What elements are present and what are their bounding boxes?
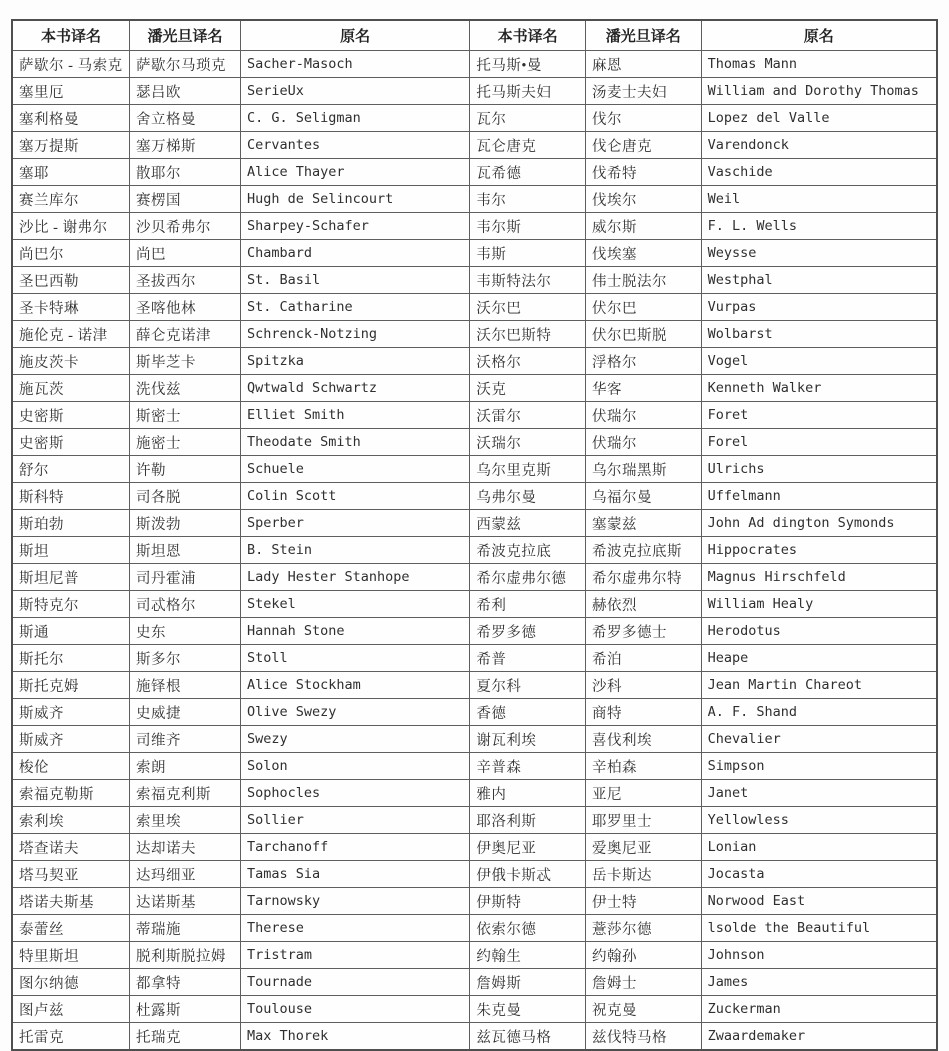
header-pan-guangdan-translation-right: 潘光旦译名 xyxy=(585,20,701,51)
chinese-name-cell: 托雷克 xyxy=(12,1023,129,1051)
chinese-name-cell: 塞万梯斯 xyxy=(129,132,240,159)
chinese-name-cell: 图尔纳德 xyxy=(12,969,129,996)
original-name-cell: Alice Thayer xyxy=(240,159,469,186)
original-name-cell: Janet xyxy=(701,780,937,807)
original-name-cell: James xyxy=(701,969,937,996)
table-row xyxy=(12,294,937,321)
chinese-name-cell: 耶罗里士 xyxy=(585,807,701,834)
chinese-name-cell: 岳卡斯达 xyxy=(585,861,701,888)
chinese-name-cell: 舒尔 xyxy=(12,456,129,483)
chinese-name-cell: 都拿特 xyxy=(129,969,240,996)
chinese-name-cell: 瓦仑唐克 xyxy=(470,132,586,159)
chinese-name-cell: 乌弗尔曼 xyxy=(470,483,586,510)
chinese-name-cell: 威尔斯 xyxy=(585,213,701,240)
chinese-name-cell: 詹姆士 xyxy=(585,969,701,996)
chinese-name-cell: 沃雷尔 xyxy=(470,402,586,429)
table-header xyxy=(12,20,937,51)
chinese-name-cell: 施密士 xyxy=(129,429,240,456)
chinese-name-cell: 希罗多德 xyxy=(470,618,586,645)
chinese-name-cell: 夏尔科 xyxy=(470,672,586,699)
chinese-name-cell: 伐埃尔 xyxy=(585,186,701,213)
original-name-cell: Therese xyxy=(240,915,469,942)
chinese-name-cell: 尚巴尔 xyxy=(12,240,129,267)
original-name-cell: Vurpas xyxy=(701,294,937,321)
original-name-cell: Hippocrates xyxy=(701,537,937,564)
table-row xyxy=(12,105,937,132)
original-name-cell: Sacher-Masoch xyxy=(240,51,469,78)
original-name-cell: Solon xyxy=(240,753,469,780)
chinese-name-cell: 伐尔 xyxy=(585,105,701,132)
chinese-name-cell: 司维齐 xyxy=(129,726,240,753)
table-row xyxy=(12,834,937,861)
chinese-name-cell: 施皮茨卡 xyxy=(12,348,129,375)
table-row xyxy=(12,429,937,456)
chinese-name-cell: 希波克拉底 xyxy=(470,537,586,564)
original-name-cell: Wolbarst xyxy=(701,321,937,348)
chinese-name-cell: 达玛细亚 xyxy=(129,861,240,888)
original-name-cell: Weysse xyxy=(701,240,937,267)
original-name-cell: Johnson xyxy=(701,942,937,969)
header-row xyxy=(12,20,937,51)
chinese-name-cell: 泰蕾丝 xyxy=(12,915,129,942)
chinese-name-cell: 薛仑克诺津 xyxy=(129,321,240,348)
table-row xyxy=(12,51,937,78)
table-row xyxy=(12,618,937,645)
header-book-translation-left: 本书译名 xyxy=(12,20,129,51)
chinese-name-cell: 伊俄卡斯忒 xyxy=(470,861,586,888)
chinese-name-cell: 梭伦 xyxy=(12,753,129,780)
table-row xyxy=(12,267,937,294)
chinese-name-cell: 约翰生 xyxy=(470,942,586,969)
table-row xyxy=(12,321,937,348)
chinese-name-cell: 沙比 - 谢弗尔 xyxy=(12,213,129,240)
chinese-name-cell: 达却诺夫 xyxy=(129,834,240,861)
chinese-name-cell: 希泊 xyxy=(585,645,701,672)
chinese-name-cell: 斯托尔 xyxy=(12,645,129,672)
chinese-name-cell: 伊士特 xyxy=(585,888,701,915)
chinese-name-cell: 脱利斯脱拉姆 xyxy=(129,942,240,969)
chinese-name-cell: 伏尔巴 xyxy=(585,294,701,321)
original-name-cell: Chevalier xyxy=(701,726,937,753)
chinese-name-cell: 韦斯 xyxy=(470,240,586,267)
chinese-name-cell: 伏瑞尔 xyxy=(585,429,701,456)
original-name-cell: Jean Martin Chareot xyxy=(701,672,937,699)
original-name-cell: Toulouse xyxy=(240,996,469,1023)
chinese-name-cell: 索里埃 xyxy=(129,807,240,834)
original-name-cell: Vogel xyxy=(701,348,937,375)
chinese-name-cell: 兹伐特马格 xyxy=(585,1023,701,1051)
original-name-cell: Max Thorek xyxy=(240,1023,469,1051)
chinese-name-cell: 希尔虚弗尔特 xyxy=(585,564,701,591)
chinese-name-cell: 索福克勒斯 xyxy=(12,780,129,807)
chinese-name-cell: 圣拔西尔 xyxy=(129,267,240,294)
original-name-cell: St. Catharine xyxy=(240,294,469,321)
chinese-name-cell: 薏莎尔德 xyxy=(585,915,701,942)
chinese-name-cell: 史威捷 xyxy=(129,699,240,726)
original-name-cell: SerieUx xyxy=(240,78,469,105)
chinese-name-cell: 洗伐兹 xyxy=(129,375,240,402)
chinese-name-cell: 伊斯特 xyxy=(470,888,586,915)
original-name-cell: Lonian xyxy=(701,834,937,861)
original-name-cell: Tournade xyxy=(240,969,469,996)
table-row xyxy=(12,483,937,510)
chinese-name-cell: 斯通 xyxy=(12,618,129,645)
original-name-cell: C. G. Seligman xyxy=(240,105,469,132)
chinese-name-cell: 托瑞克 xyxy=(129,1023,240,1051)
chinese-name-cell: 司忒格尔 xyxy=(129,591,240,618)
table-row xyxy=(12,1023,937,1051)
original-name-cell: Stekel xyxy=(240,591,469,618)
chinese-name-cell: 司各脱 xyxy=(129,483,240,510)
chinese-name-cell: 沃格尔 xyxy=(470,348,586,375)
original-name-cell: Swezy xyxy=(240,726,469,753)
chinese-name-cell: 沃克 xyxy=(470,375,586,402)
translation-names-table xyxy=(11,19,938,1051)
chinese-name-cell: 斯密士 xyxy=(129,402,240,429)
chinese-name-cell: 商特 xyxy=(585,699,701,726)
chinese-name-cell: 托马斯夫妇 xyxy=(470,78,586,105)
chinese-name-cell: 亚尼 xyxy=(585,780,701,807)
chinese-name-cell: 塞蒙兹 xyxy=(585,510,701,537)
original-name-cell: Heape xyxy=(701,645,937,672)
original-name-cell: Sophocles xyxy=(240,780,469,807)
original-name-cell: Schrenck-Notzing xyxy=(240,321,469,348)
original-name-cell: Herodotus xyxy=(701,618,937,645)
chinese-name-cell: 蒂瑞施 xyxy=(129,915,240,942)
chinese-name-cell: 希尔虚弗尔德 xyxy=(470,564,586,591)
chinese-name-cell: 图卢兹 xyxy=(12,996,129,1023)
chinese-name-cell: 伐埃塞 xyxy=(585,240,701,267)
chinese-name-cell: 浮格尔 xyxy=(585,348,701,375)
chinese-name-cell: 斯科特 xyxy=(12,483,129,510)
chinese-name-cell: 沃尔巴斯特 xyxy=(470,321,586,348)
chinese-name-cell: 汤麦士夫妇 xyxy=(585,78,701,105)
chinese-name-cell: 赛楞国 xyxy=(129,186,240,213)
chinese-name-cell: 朱克曼 xyxy=(470,996,586,1023)
original-name-cell: William Healy xyxy=(701,591,937,618)
original-name-cell: Elliet Smith xyxy=(240,402,469,429)
chinese-name-cell: 托马斯•曼 xyxy=(470,51,586,78)
original-name-cell: Lady Hester Stanhope xyxy=(240,564,469,591)
table-row xyxy=(12,537,937,564)
table-row xyxy=(12,132,937,159)
chinese-name-cell: 斯威齐 xyxy=(12,726,129,753)
chinese-name-cell: 韦斯特法尔 xyxy=(470,267,586,294)
original-name-cell: Simpson xyxy=(701,753,937,780)
chinese-name-cell: 瑟吕欧 xyxy=(129,78,240,105)
chinese-name-cell: 伐希特 xyxy=(585,159,701,186)
chinese-name-cell: 杜露斯 xyxy=(129,996,240,1023)
chinese-name-cell: 塞利格曼 xyxy=(12,105,129,132)
table-row xyxy=(12,969,937,996)
chinese-name-cell: 沙科 xyxy=(585,672,701,699)
chinese-name-cell: 特里斯坦 xyxy=(12,942,129,969)
chinese-name-cell: 施伦克 - 诺津 xyxy=(12,321,129,348)
original-name-cell: Westphal xyxy=(701,267,937,294)
chinese-name-cell: 伏瑞尔 xyxy=(585,402,701,429)
chinese-name-cell: 史东 xyxy=(129,618,240,645)
original-name-cell: Vaschide xyxy=(701,159,937,186)
chinese-name-cell: 圣卡特琳 xyxy=(12,294,129,321)
chinese-name-cell: 辛普森 xyxy=(470,753,586,780)
table-row xyxy=(12,672,937,699)
chinese-name-cell: 史密斯 xyxy=(12,429,129,456)
chinese-name-cell: 希波克拉底斯 xyxy=(585,537,701,564)
header-book-translation-right: 本书译名 xyxy=(470,20,586,51)
chinese-name-cell: 希罗多德士 xyxy=(585,618,701,645)
chinese-name-cell: 斯毕芝卡 xyxy=(129,348,240,375)
chinese-name-cell: 沃尔巴 xyxy=(470,294,586,321)
original-name-cell: Cervantes xyxy=(240,132,469,159)
chinese-name-cell: 伟士脱法尔 xyxy=(585,267,701,294)
chinese-name-cell: 乌尔瑞黑斯 xyxy=(585,456,701,483)
chinese-name-cell: 司丹霍浦 xyxy=(129,564,240,591)
original-name-cell: Varendonck xyxy=(701,132,937,159)
chinese-name-cell: 许勒 xyxy=(129,456,240,483)
chinese-name-cell: 谢瓦利埃 xyxy=(470,726,586,753)
chinese-name-cell: 希普 xyxy=(470,645,586,672)
original-name-cell: Thomas Mann xyxy=(701,51,937,78)
chinese-name-cell: 赫依烈 xyxy=(585,591,701,618)
chinese-name-cell: 圣喀他林 xyxy=(129,294,240,321)
chinese-name-cell: 斯坦恩 xyxy=(129,537,240,564)
chinese-name-cell: 史密斯 xyxy=(12,402,129,429)
chinese-name-cell: 韦尔斯 xyxy=(470,213,586,240)
original-name-cell: Zwaardemaker xyxy=(701,1023,937,1051)
original-name-cell: Sperber xyxy=(240,510,469,537)
original-name-cell: Norwood East xyxy=(701,888,937,915)
chinese-name-cell: 詹姆斯 xyxy=(470,969,586,996)
table-row xyxy=(12,159,937,186)
chinese-name-cell: 韦尔 xyxy=(470,186,586,213)
chinese-name-cell: 辛柏森 xyxy=(585,753,701,780)
original-name-cell: Spitzka xyxy=(240,348,469,375)
original-name-cell: Qwtwald Schwartz xyxy=(240,375,469,402)
chinese-name-cell: 尚巴 xyxy=(129,240,240,267)
chinese-name-cell: 爱奥尼亚 xyxy=(585,834,701,861)
original-name-cell: Chambard xyxy=(240,240,469,267)
chinese-name-cell: 喜伐利埃 xyxy=(585,726,701,753)
original-name-cell: Schuele xyxy=(240,456,469,483)
chinese-name-cell: 索福克利斯 xyxy=(129,780,240,807)
chinese-name-cell: 约翰孙 xyxy=(585,942,701,969)
table-row xyxy=(12,753,937,780)
chinese-name-cell: 散耶尔 xyxy=(129,159,240,186)
chinese-name-cell: 西蒙兹 xyxy=(470,510,586,537)
chinese-name-cell: 伏尔巴斯脱 xyxy=(585,321,701,348)
original-name-cell: Tarchanoff xyxy=(240,834,469,861)
original-name-cell: Hugh de Selincourt xyxy=(240,186,469,213)
chinese-name-cell: 圣巴西勒 xyxy=(12,267,129,294)
table-row xyxy=(12,780,937,807)
table-row xyxy=(12,888,937,915)
original-name-cell: Tarnowsky xyxy=(240,888,469,915)
original-name-cell: St. Basil xyxy=(240,267,469,294)
table-row xyxy=(12,510,937,537)
original-name-cell: Kenneth Walker xyxy=(701,375,937,402)
chinese-name-cell: 索朗 xyxy=(129,753,240,780)
chinese-name-cell: 兹瓦德马格 xyxy=(470,1023,586,1051)
table-row xyxy=(12,942,937,969)
original-name-cell: Uffelmann xyxy=(701,483,937,510)
header-pan-guangdan-translation-left: 潘光旦译名 xyxy=(129,20,240,51)
original-name-cell: Tamas Sia xyxy=(240,861,469,888)
table-row xyxy=(12,915,937,942)
original-name-cell: John Ad dington Symonds xyxy=(701,510,937,537)
chinese-name-cell: 沙贝希弗尔 xyxy=(129,213,240,240)
table-row xyxy=(12,240,937,267)
chinese-name-cell: 塞耶 xyxy=(12,159,129,186)
chinese-name-cell: 施瓦茨 xyxy=(12,375,129,402)
chinese-name-cell: 达诺斯基 xyxy=(129,888,240,915)
original-name-cell: Sharpey-Schafer xyxy=(240,213,469,240)
original-name-cell: Colin Scott xyxy=(240,483,469,510)
table-row xyxy=(12,375,937,402)
original-name-cell: Yellowless xyxy=(701,807,937,834)
chinese-name-cell: 施铎根 xyxy=(129,672,240,699)
original-name-cell: Alice Stockham xyxy=(240,672,469,699)
chinese-name-cell: 斯珀勃 xyxy=(12,510,129,537)
chinese-name-cell: 舍立格曼 xyxy=(129,105,240,132)
original-name-cell: B. Stein xyxy=(240,537,469,564)
original-name-cell: Theodate Smith xyxy=(240,429,469,456)
original-name-cell: Hannah Stone xyxy=(240,618,469,645)
chinese-name-cell: 瓦尔 xyxy=(470,105,586,132)
chinese-name-cell: 香德 xyxy=(470,699,586,726)
original-name-cell: William and Dorothy Thomas xyxy=(701,78,937,105)
chinese-name-cell: 斯特克尔 xyxy=(12,591,129,618)
chinese-name-cell: 萨歇尔马琐克 xyxy=(129,51,240,78)
original-name-cell: Zuckerman xyxy=(701,996,937,1023)
chinese-name-cell: 乌尔里克斯 xyxy=(470,456,586,483)
header-original-name-left: 原名 xyxy=(240,20,469,51)
chinese-name-cell: 塞里厄 xyxy=(12,78,129,105)
chinese-name-cell: 耶洛利斯 xyxy=(470,807,586,834)
chinese-name-cell: 伐仑唐克 xyxy=(585,132,701,159)
chinese-name-cell: 萨歇尔 - 马索克 xyxy=(12,51,129,78)
chinese-name-cell: 赛兰库尔 xyxy=(12,186,129,213)
original-name-cell: Ulrichs xyxy=(701,456,937,483)
chinese-name-cell: 斯坦 xyxy=(12,537,129,564)
table-row xyxy=(12,78,937,105)
chinese-name-cell: 塔诺夫斯基 xyxy=(12,888,129,915)
table-row xyxy=(12,645,937,672)
table-body xyxy=(12,51,937,1051)
original-name-cell: Forel xyxy=(701,429,937,456)
chinese-name-cell: 瓦希德 xyxy=(470,159,586,186)
original-name-cell: Olive Swezy xyxy=(240,699,469,726)
table-row xyxy=(12,402,937,429)
original-name-cell: Stoll xyxy=(240,645,469,672)
original-name-cell: Weil xyxy=(701,186,937,213)
chinese-name-cell: 斯泼勃 xyxy=(129,510,240,537)
chinese-name-cell: 索利埃 xyxy=(12,807,129,834)
table-row xyxy=(12,726,937,753)
chinese-name-cell: 雅内 xyxy=(470,780,586,807)
chinese-name-cell: 麻恩 xyxy=(585,51,701,78)
table-row xyxy=(12,861,937,888)
table-row xyxy=(12,591,937,618)
chinese-name-cell: 沃瑞尔 xyxy=(470,429,586,456)
chinese-name-cell: 塔查诺夫 xyxy=(12,834,129,861)
chinese-name-cell: 斯坦尼普 xyxy=(12,564,129,591)
original-name-cell: Lopez del Valle xyxy=(701,105,937,132)
chinese-name-cell: 祝克曼 xyxy=(585,996,701,1023)
table-row xyxy=(12,456,937,483)
table-row xyxy=(12,186,937,213)
chinese-name-cell: 华客 xyxy=(585,375,701,402)
table-row xyxy=(12,348,937,375)
chinese-name-cell: 斯多尔 xyxy=(129,645,240,672)
table-row xyxy=(12,807,937,834)
chinese-name-cell: 斯威齐 xyxy=(12,699,129,726)
original-name-cell: Sollier xyxy=(240,807,469,834)
original-name-cell: lsolde the Beautiful xyxy=(701,915,937,942)
chinese-name-cell: 乌福尔曼 xyxy=(585,483,701,510)
original-name-cell: A. F. Shand xyxy=(701,699,937,726)
original-name-cell: F. L. Wells xyxy=(701,213,937,240)
table-row xyxy=(12,564,937,591)
original-name-cell: Foret xyxy=(701,402,937,429)
table-row xyxy=(12,699,937,726)
chinese-name-cell: 依索尔德 xyxy=(470,915,586,942)
chinese-name-cell: 塔马契亚 xyxy=(12,861,129,888)
table-row xyxy=(12,213,937,240)
header-original-name-right: 原名 xyxy=(701,20,937,51)
table-row xyxy=(12,996,937,1023)
chinese-name-cell: 伊奥尼亚 xyxy=(470,834,586,861)
chinese-name-cell: 斯托克姆 xyxy=(12,672,129,699)
chinese-name-cell: 希利 xyxy=(470,591,586,618)
original-name-cell: Tristram xyxy=(240,942,469,969)
chinese-name-cell: 塞万提斯 xyxy=(12,132,129,159)
original-name-cell: Jocasta xyxy=(701,861,937,888)
original-name-cell: Magnus Hirschfeld xyxy=(701,564,937,591)
